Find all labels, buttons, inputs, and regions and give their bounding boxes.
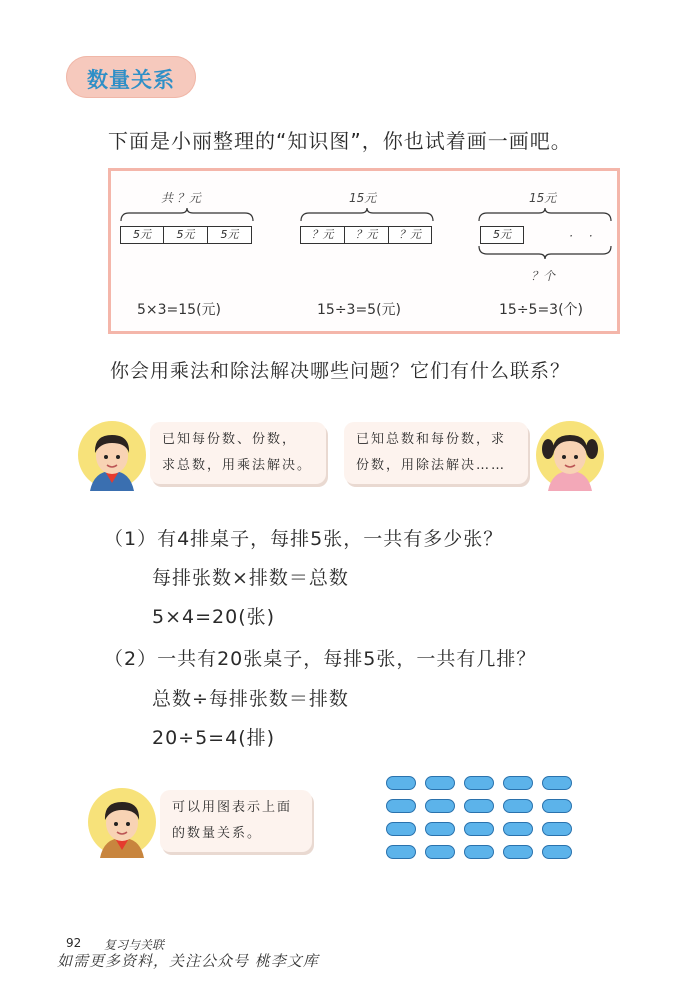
- right-bottom-brace: [477, 244, 613, 260]
- right-dots: · ·: [569, 229, 599, 243]
- problem-1-equation: 5×4=20(张): [152, 606, 276, 628]
- desk-tile: [386, 845, 416, 859]
- knowledge-map: [108, 168, 620, 334]
- desk-tile: [464, 845, 494, 859]
- left-segment: 5元: [120, 226, 164, 244]
- bubble-line: 已知总数和每份数，求: [356, 432, 507, 447]
- middle-equation: 15÷3=5(元): [317, 302, 402, 318]
- desk-tile: [464, 822, 494, 836]
- boy-avatar: [86, 786, 158, 858]
- bubble-line: 已知每份数、份数，: [162, 432, 298, 447]
- page-number: 92: [66, 936, 82, 950]
- girl-speech-bubble: [344, 422, 528, 484]
- desk-tile: [542, 845, 572, 859]
- problem-2-relation: 总数÷每排张数＝排数: [152, 688, 349, 710]
- middle-segment: ？元: [388, 226, 432, 244]
- bubble-line: 份数，用除法解决……: [356, 458, 507, 473]
- bubble-line: 求总数，用乘法解决。: [162, 458, 313, 473]
- question-text: 你会用乘法和除法解决哪些问题？它们有什么联系？: [110, 360, 571, 382]
- problem-1-relation: 每排张数×排数＝总数: [152, 567, 349, 589]
- desk-tile: [503, 822, 533, 836]
- desk-tile: [503, 799, 533, 813]
- desk-tile: [425, 845, 455, 859]
- girl-avatar: [534, 419, 606, 491]
- desk-tile: [386, 822, 416, 836]
- boy-speech-bubble-2: [160, 790, 312, 852]
- left-brace: [119, 207, 255, 223]
- middle-brace: [299, 207, 435, 223]
- desk-tile: [542, 822, 572, 836]
- right-segment: 5元: [480, 226, 524, 244]
- desk-tile: [503, 845, 533, 859]
- right-bottom-label: ？个: [531, 269, 556, 283]
- desk-tile: [542, 799, 572, 813]
- right-equation: 15÷5=3(个): [499, 302, 584, 318]
- left-segment: 5元: [207, 226, 252, 244]
- desk-tile: [425, 799, 455, 813]
- footer-section: 复习与关联: [104, 938, 165, 952]
- desk-tile: [386, 776, 416, 790]
- left-equation: 5×3=15(元): [137, 302, 222, 318]
- boy-speech-bubble: [150, 422, 326, 484]
- right-top-brace: [477, 207, 613, 223]
- right-top-label: 15元: [529, 191, 557, 205]
- boy-avatar: [76, 419, 148, 491]
- problem-2-equation: 20÷5=4(排): [152, 727, 276, 749]
- middle-segment: ？元: [344, 226, 389, 244]
- desk-tile: [464, 776, 494, 790]
- desk-tile: [542, 776, 572, 790]
- desk-grid: [386, 776, 572, 862]
- desk-tile: [464, 799, 494, 813]
- problem-1-text: （1）有4排桌子，每排5张，一共有多少张？: [104, 528, 504, 550]
- desk-tile: [425, 822, 455, 836]
- desk-tile: [503, 776, 533, 790]
- middle-top-label: 15元: [349, 191, 377, 205]
- intro-text: 下面是小丽整理的“知识图”，你也试着画一画吧。: [108, 129, 572, 153]
- section-title-pill: [66, 56, 196, 98]
- bubble-line: 的数量关系。: [172, 826, 263, 841]
- left-segment: 5元: [163, 226, 208, 244]
- desk-tile: [425, 776, 455, 790]
- watermark-text: 如需更多资料，关注公众号 桃李文库: [57, 952, 319, 970]
- section-title: 数量关系: [87, 68, 175, 92]
- middle-segment: ？元: [300, 226, 345, 244]
- desk-tile: [386, 799, 416, 813]
- problem-2-text: （2）一共有20张桌子，每排5张，一共有几排？: [104, 648, 537, 670]
- bubble-line: 可以用图表示上面: [172, 800, 293, 815]
- left-top-label: 共 ？元: [161, 191, 201, 205]
